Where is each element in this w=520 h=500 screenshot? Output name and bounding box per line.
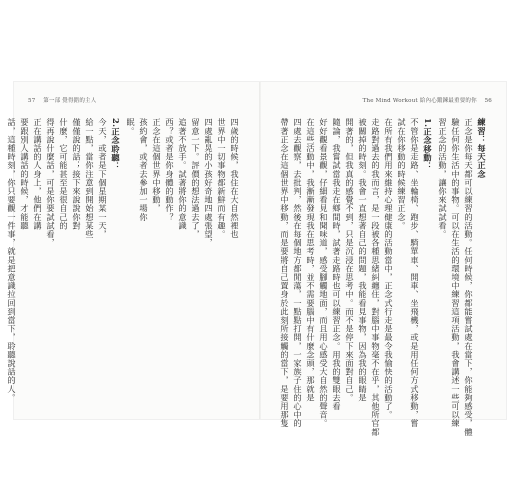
text-column: 眠。 [126, 118, 136, 136]
text-column: 走路對過去的我而言，是一段被各種思緒糾纏住，對腦中事物毫不在乎，其他所官都 [371, 118, 381, 437]
text-column: 習正念的活動，讓你來試試看。 [438, 118, 448, 239]
text-column: 世界中一切事物都新鮮而有趣。 [217, 118, 227, 239]
text-column: 正在講話的人身上，他們在講 [33, 118, 43, 230]
text-column: 練習：每天正念 [477, 118, 487, 179]
text-column: 在所有我們用來維持心理健康的活動當中，正念式行走是最令我愉快的活動了。 [384, 118, 394, 419]
text-column: 正念是你每天都可以練習的活動。任何時候，你都能嘗試處在當下，你能夠感受，體 [464, 118, 474, 437]
text-column: 四處亂晃的小孩好奇地四處張望， [204, 118, 214, 247]
text-column: 僅僅說的話；接下來說說你對 [72, 118, 82, 230]
left-page-number: 57 [28, 98, 36, 104]
right-page-running-title: The Mind Workout 給內心鍛鍊最重要的你 [362, 98, 477, 104]
right-page-text [280, 118, 487, 437]
text-column: 什麼，它可能甚至是很自己的 [59, 118, 69, 230]
left-page-running-title: 第一部 覺得錯的主人 [43, 98, 97, 104]
text-column: 不管你是走路、坐輪椅、跑步、騎單車、開車、坐飛機，或是用任何方式移動，嘗 [410, 118, 420, 428]
text-column: 西？或者是你身體的動作？ [165, 118, 175, 222]
text-column: 給一點，當你注意到開始想某些 [85, 118, 95, 239]
text-column: 留意一下。評價的想法過去了， [191, 118, 201, 239]
text-column: 四歲的時候，我住在大自然裡也 [230, 118, 240, 239]
text-column: 驗任何你生活中的事物。可以在生活的環境中練習這項活動，我會講述一些可以練 [451, 118, 461, 428]
text-column: 被關掉的時刻。我會一直想著自己的問題，我能看見事物，因為我的眼睛是 [358, 118, 368, 402]
book-spread [7, 82, 506, 437]
text-column: 話，這種時刻，你只要觀一件事，就是把意識拉回到當下，聆聽說話的人。 [7, 118, 17, 402]
text-column: 2.正念聆聽： [111, 118, 121, 171]
text-column: 今天，或者是下個星期某一天， [98, 118, 108, 239]
text-column: 1.正念移動： [423, 118, 433, 171]
right-page-header [363, 96, 492, 104]
text-column: 隨論，我嘗試當我走在鄉間時，試著走路時也可以練習正念。用我的雙眼去看 [332, 118, 342, 411]
right-page-number: 56 [484, 98, 492, 104]
text-column: 四處去觀察，去批判，然後在每個地方都閒蕩，一點點打開，一家族子住的心中的 [293, 118, 303, 428]
text-column: 要跟別人講話的時候，才能聽 [20, 118, 30, 230]
text-column: 得再說什麼話，可是你要試試看， [46, 118, 56, 247]
left-page [7, 82, 260, 419]
text-column: 好好觀看景觀，仔細看見和聞味道，感受腳觸地面，而且用心感受大自然的聲音。 [319, 118, 329, 428]
text-column: 帶著正念在這個世界中移動，而是要將自己置身於此刻所接觸的當下，是要用那隻 [280, 118, 290, 428]
text-column: 孩約會，或者去參加一場你 [139, 118, 149, 222]
text-column: 正念在這個世界中移動， [152, 118, 162, 213]
text-column: 開著的，但我真的感覺不到，只是沉浸在思考中。而不是停下來面對自己。 [345, 118, 355, 402]
text-column: 在這些活動中，我漸漸發現我在思考時，並不需要腦中有什麼念頭，那就是 [306, 118, 316, 402]
left-page-text [7, 118, 242, 402]
text-column: 追著不放手。試著將你的意識 [178, 118, 188, 230]
left-page-header [28, 96, 96, 104]
right-page [260, 82, 506, 437]
text-column: 試在你移動的時候練習正念。 [397, 118, 407, 230]
